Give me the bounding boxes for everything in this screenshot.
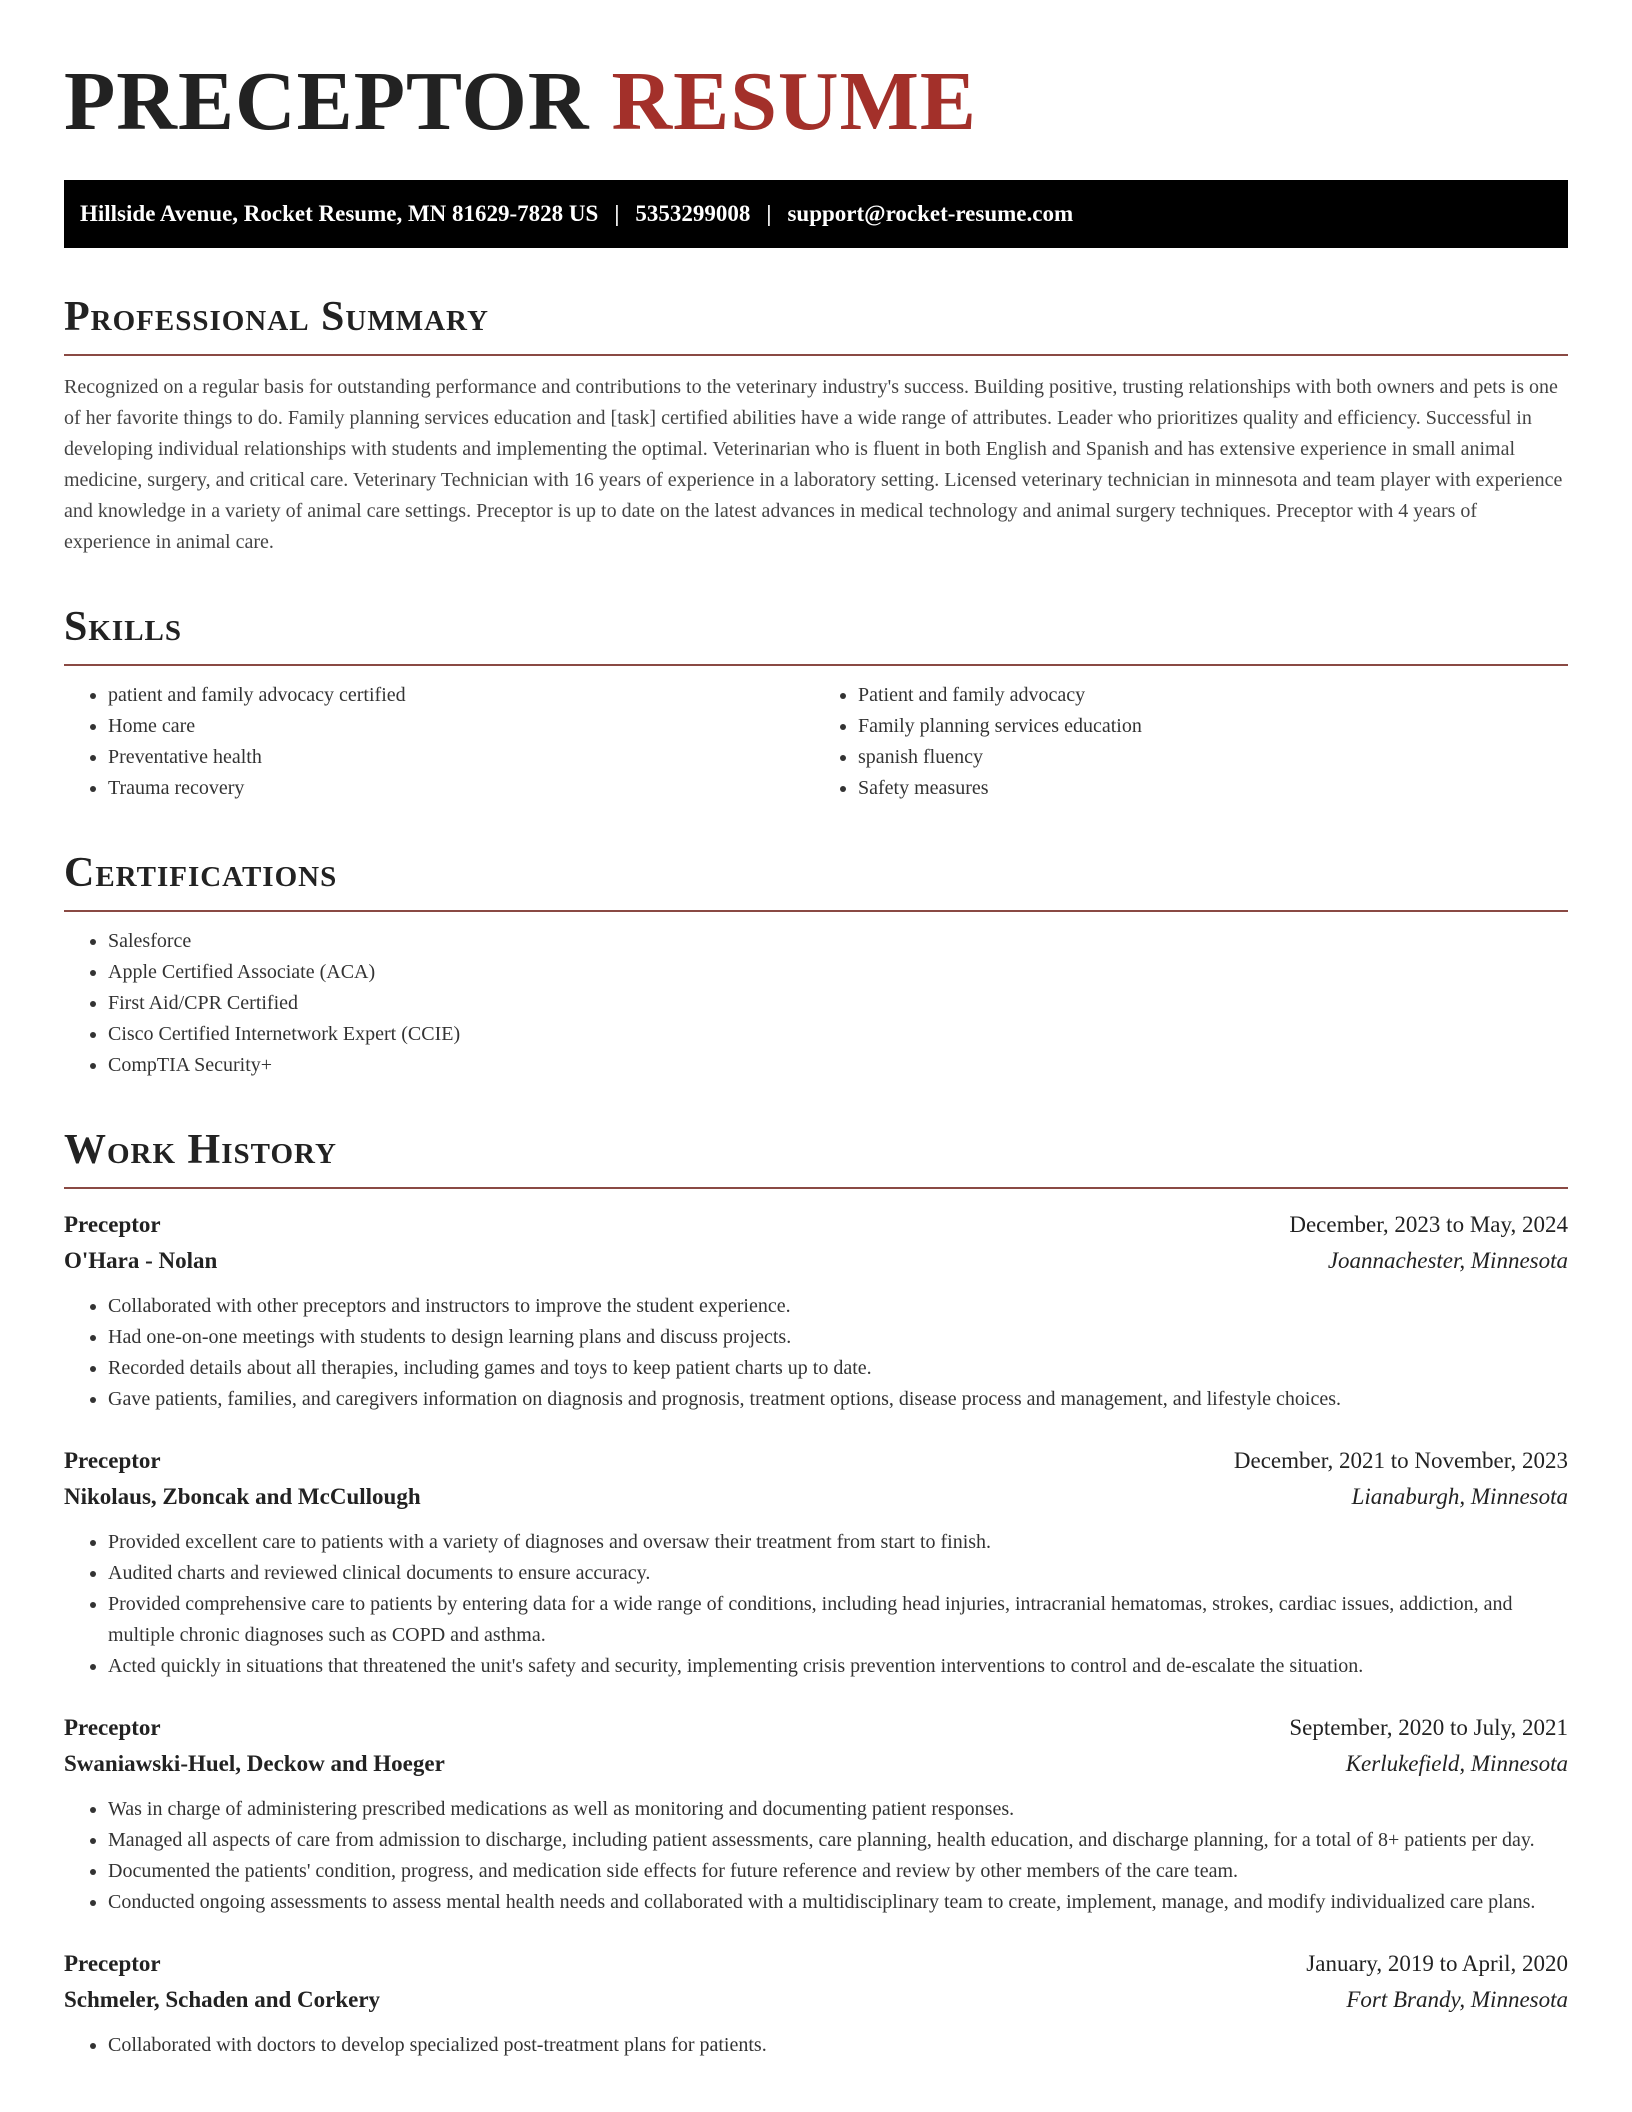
section-divider [64,1187,1568,1189]
certification-item: • Apple Certified Associate (ACA) [108,957,1568,988]
skill-item: • Patient and family advocacy [858,680,1568,711]
job-duty: • Was in charge of administering prescribed medications as well as monitoring and documenting patient responses. [108,1794,1568,1825]
contact-bar [64,180,1568,248]
skill-item: • Trauma recovery [108,773,818,804]
job-duty: • Managed all aspects of care from admission to discharge, including patient assessments, care planning, health education, and discharge planning, for a total of 8+ patients per day. [108,1825,1568,1856]
job-duties [64,1794,1568,1918]
skill-item: • spanish fluency [858,742,1568,773]
job-company: O'Hara - Nolan [64,1248,218,1273]
contact-separator: | [766,201,772,226]
job-company: Nikolaus, Zboncak and McCullough [64,1484,421,1509]
job-entry [64,1946,1568,2061]
skill-item: • Safety measures [858,773,1568,804]
job-subheader [64,1243,1568,1279]
contact-address: Hillside Avenue, Rocket Resume, MN 81629-7828 US [80,201,599,226]
job-header [64,1443,1568,1479]
job-location: Joannachester, Minnesota [1327,1248,1568,1273]
job-header [64,1207,1568,1243]
section-divider [64,910,1568,912]
job-duty: • Collaborated with doctors to develop specialized post-treatment plans for patients. [108,2030,1568,2061]
job-duty: • Acted quickly in situations that threatened the unit's safety and security, implementing crisis prevention interventions to control and de-escalate the situation. [108,1651,1568,1682]
contact-email: support@rocket-resume.com [787,201,1074,226]
job-duties [64,2030,1568,2061]
job-duty: • Audited charts and reviewed clinical documents to ensure accuracy. [108,1558,1568,1589]
job-location: Fort Brandy, Minnesota [1346,1987,1568,2012]
job-entry [64,1207,1568,1415]
job-dates: December, 2023 to May, 2024 [1289,1212,1568,1237]
contact-phone: 5353299008 [635,201,751,226]
job-duty: • Provided excellent care to patients with a variety of diagnoses and oversaw their treatment from start to finish. [108,1527,1568,1558]
job-location: Kerlukefield, Minnesota [1345,1751,1568,1776]
job-duty: • Provided comprehensive care to patients by entering data for a wide range of conditions, including head injuries, intracranial hematomas, strokes, cardiac issues, addiction, and multiple chronic diagnoses such as COPD and asthma. [108,1589,1568,1651]
job-company: Schmeler, Schaden and Corkery [64,1987,381,2012]
job-title: Preceptor [64,1212,161,1237]
job-location: Lianaburgh, Minnesota [1351,1484,1568,1509]
certifications-list [64,926,1568,1081]
contact-separator: | [614,201,620,226]
job-title: Preceptor [64,1715,161,1740]
job-entry [64,1710,1568,1918]
certification-item: • Salesforce [108,926,1568,957]
job-company: Swaniawski-Huel, Deckow and Hoeger [64,1751,445,1776]
certification-item: • CompTIA Security+ [108,1050,1568,1081]
certification-item: • Cisco Certified Internetwork Expert (CCIE) [108,1019,1568,1050]
job-dates: September, 2020 to July, 2021 [1289,1715,1568,1740]
job-subheader [64,1982,1568,2018]
skill-item: • Home care [108,711,818,742]
resume-title [64,0,1568,152]
job-subheader [64,1746,1568,1782]
summary-text: Recognized on a regular basis for outstanding performance and contributions to the veterinary industry's success. Building positive, trusting relationships with both owners and pets is one of her favorite things to do. Family planning services education and [task] certified abilities have a wide range of attributes. Leader who prioritizes quality and efficiency. Successful in developing individual relationships with students and implementing the optimal. Veterinarian who is fluent in both English and Spanish and has extensive experience in small animal medicine, surgery, and critical care. Veterinary Technician with 16 years of experience in a laboratory setting. Licensed veterinary technician in minnesota and team player with experience and knowledge in a variety of animal care settings. Preceptor is up to date on the latest advances in medical technology and animal surgery techniques. Preceptor with 4 years of experience in animal care. [64,376,1563,553]
job-duty: • Recorded details about all therapies, including games and toys to keep patient charts up to date. [108,1353,1568,1384]
job-title: Preceptor [64,1951,161,1976]
job-entry [64,1443,1568,1682]
job-dates: December, 2021 to November, 2023 [1233,1448,1568,1473]
job-duty: • Collaborated with other preceptors and instructors to improve the student experience. [108,1291,1568,1322]
skill-item: • Preventative health [108,742,818,773]
job-duty: • Gave patients, families, and caregivers information on diagnosis and prognosis, treatment options, disease process and management, and lifestyle choices. [108,1384,1568,1415]
job-duties [64,1291,1568,1415]
job-header [64,1710,1568,1746]
skills-list-right [818,680,1568,804]
certifications-heading: Certifications [64,850,338,896]
skills-list-left [64,680,818,804]
job-title: Preceptor [64,1448,161,1473]
summary-heading: Professional Summary [64,294,489,340]
job-subheader [64,1479,1568,1515]
skill-item: • patient and family advocacy certified [108,680,818,711]
certification-item: • First Aid/CPR Certified [108,988,1568,1019]
skills-grid [64,666,1568,804]
section-divider [64,354,1568,356]
work-history-heading: Work History [64,1127,337,1173]
job-dates: January, 2019 to April, 2020 [1306,1951,1568,1976]
job-duty: • Documented the patients' condition, progress, and medication side effects for future reference and review by other members of the care team. [108,1856,1568,1887]
job-duty: • Had one-on-one meetings with students to design learning plans and discuss projects. [108,1322,1568,1353]
title-accent: RESUME [611,55,977,148]
job-duty: • Conducted ongoing assessments to assess mental health needs and collaborated with a multidisciplinary team to create, implement, manage, and modify individualized care plans. [108,1887,1568,1918]
job-duties [64,1527,1568,1682]
title-main: PRECEPTOR [64,55,590,148]
skill-item: • Family planning services education [858,711,1568,742]
job-header [64,1946,1568,1982]
skills-heading: Skills [64,604,183,650]
